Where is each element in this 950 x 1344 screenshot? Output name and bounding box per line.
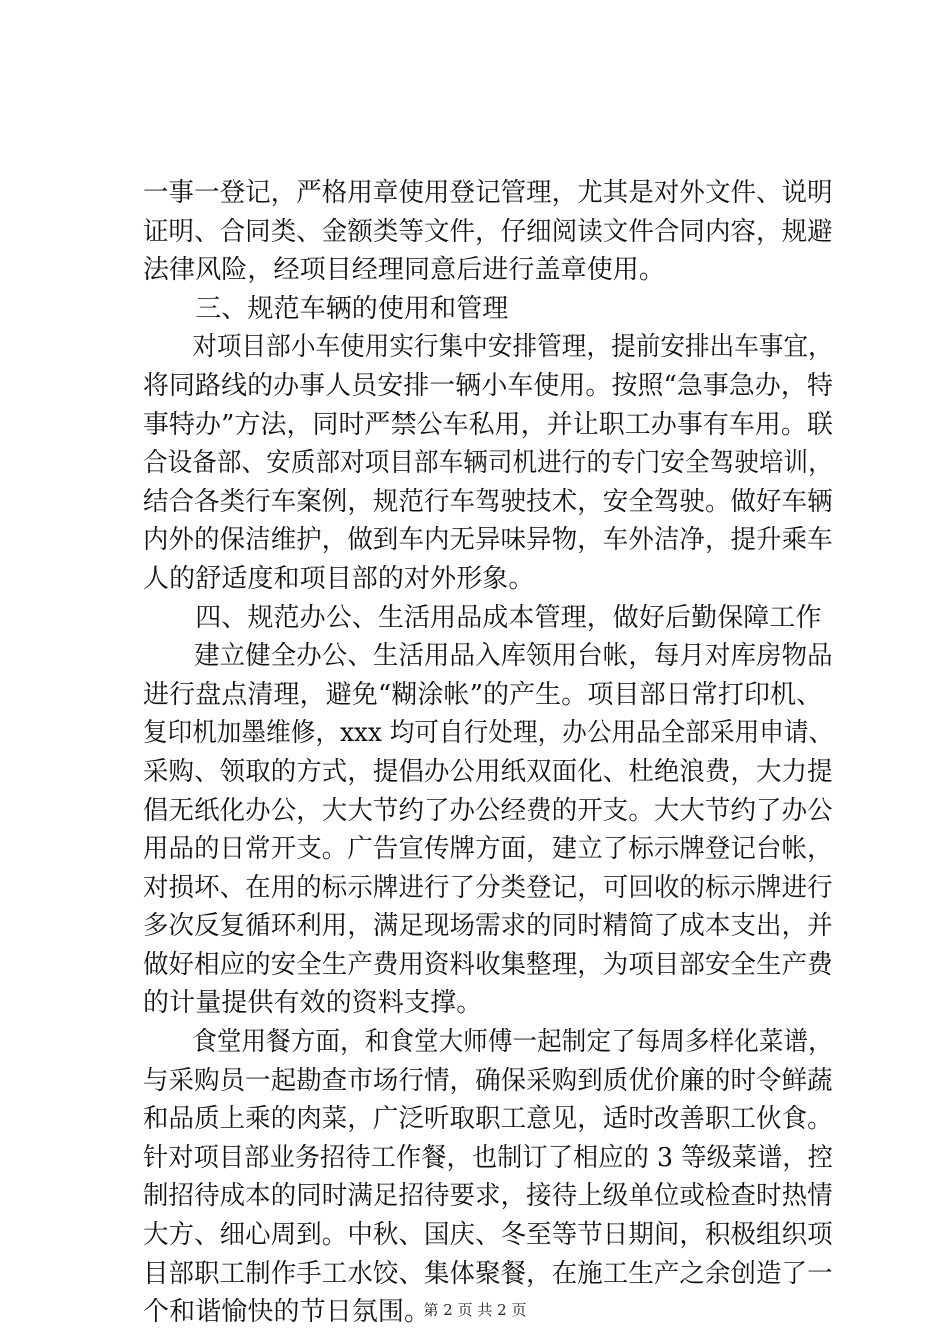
text-line: 结合各类行车案例，规范行车驾驶技术，安全驾驶。做好车辆 (143, 486, 833, 517)
text-line: 目部职工制作手工水饺、集体聚餐，在施工生产之余创造了一 (143, 1258, 833, 1289)
text-line: 将同路线的办事人员安排一辆小车使用。按照“急事急办，特 (143, 370, 833, 401)
text-line: 制招待成本的同时满足招待要求，接待上级单位或检查时热情 (143, 1181, 833, 1212)
text-line: 针对项目部业务招待工作餐，也制订了相应的 3 等级菜谱，控 (143, 1142, 833, 1173)
page-number-footer: 第 2 页 共 2 页 (423, 1301, 527, 1319)
text-line: 人的舒适度和项目部的对外形象。 (143, 563, 535, 594)
text-line: 对项目部小车使用实行集中安排管理，提前安排出车事宜， (143, 332, 833, 363)
text-line: 事特办”方法，同时严禁公车私用，并让职工办事有车用。联 (143, 409, 833, 440)
text-line: 的计量提供有效的资料支撑。 (143, 988, 483, 1019)
text-line: 倡无纸化办公，大大节约了办公经费的开支。大大节约了办公 (143, 795, 833, 826)
text-line: 做好相应的安全生产费用资料收集整理，为项目部安全生产费 (143, 949, 833, 980)
text-line: 和品质上乘的肉菜，广泛听取职工意见，适时改善职工伙食。 (143, 1104, 833, 1135)
text-line: 食堂用餐方面，和食堂大师傅一起制定了每周多样化菜谱， (143, 1027, 833, 1058)
text-line: 大方、细心周到。中秋、国庆、冬至等节日期间，积极组织项 (143, 1220, 833, 1251)
text-line: 个和谐愉快的节日氛围。 (143, 1297, 431, 1328)
text-line: 证明、合同类、金额类等文件，仔细阅读文件合同内容，规避 (143, 216, 833, 247)
text-line: 采购、领取的方式，提倡办公用纸双面化、杜绝浪费，大力提 (143, 756, 833, 787)
text-line: 四、规范办公、生活用品成本管理，做好后勤保障工作 (143, 602, 822, 633)
text-line: 建立健全办公、生活用品入库领用台帐，每月对库房物品 (143, 641, 833, 672)
text-line: 法律风险，经项目经理同意后进行盖章使用。 (143, 255, 666, 286)
text-line: 用品的日常开支。广告宣传牌方面，建立了标示牌登记台帐， (143, 834, 833, 865)
text-line: 合设备部、安质部对项目部车辆司机进行的专门安全驾驶培训， (143, 448, 833, 479)
text-line: 内外的保洁维护，做到车内无异味异物，车外洁净，提升乘车 (143, 525, 833, 556)
text-line: 复印机加墨维修，xxx 均可自行处理，办公用品全部采用申请、 (143, 718, 834, 749)
text-line: 对损坏、在用的标示牌进行了分类登记，可回收的标示牌进行 (143, 872, 833, 903)
text-line: 多次反复循环利用，满足现场需求的同时精简了成本支出，并 (143, 911, 833, 942)
document-body (143, 174, 833, 1332)
text-line: 与采购员一起勘查市场行情，确保采购到质优价廉的时令鲜蔬 (143, 1065, 833, 1096)
text-line: 三、规范车辆的使用和管理 (143, 293, 509, 324)
text-line: 进行盘点清理，避免“糊涂帐”的产生。项目部日常打印机、 (143, 679, 823, 710)
text-line: 一事一登记，严格用章使用登记管理，尤其是对外文件、说明 (143, 178, 833, 208)
